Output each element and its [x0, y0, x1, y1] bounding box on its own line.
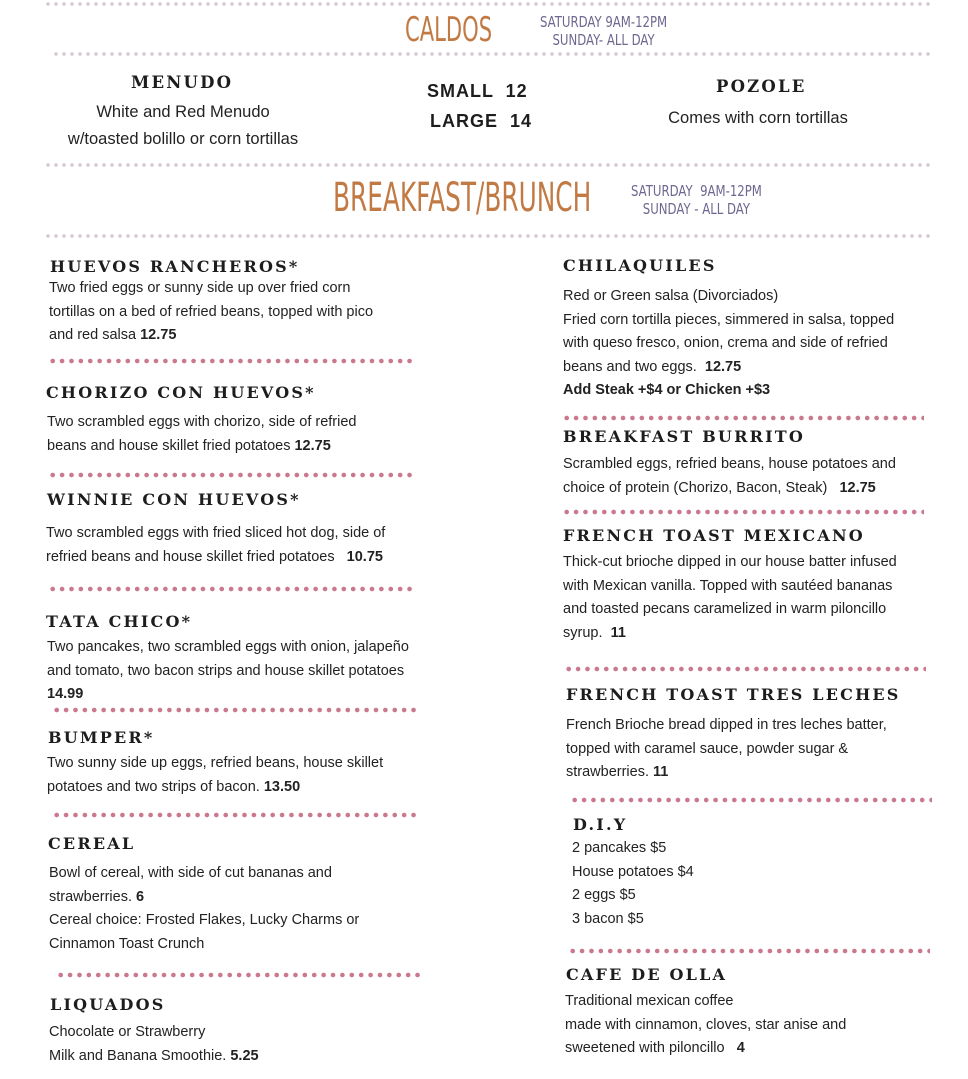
menu-item-price: 14.99 [47, 686, 84, 703]
description-line: Two fried eggs or sunny side up over fried corn [49, 280, 351, 296]
description-line: with queso fresco, onion, crema and side of refried [563, 335, 888, 352]
item-divider [52, 707, 416, 713]
menu-item-title: FRENCH TOAST MEXICANO [563, 526, 865, 545]
menu-item-description [47, 752, 383, 799]
description-line: 3 bacon $5 [572, 910, 644, 927]
menu-item-description [47, 411, 356, 458]
menu-item-title: TATA CHICO* [46, 612, 193, 631]
menu-item-title: D.I.Y [573, 815, 628, 834]
description-line: French Brioche bread dipped in tres leches batter, [566, 717, 887, 733]
description-line: Thick-cut brioche dipped in our house batter infused [563, 554, 897, 570]
description-line: potatoes and two strips of bacon. [47, 778, 260, 795]
menu-item-price: 12.75 [704, 358, 742, 375]
description-line: House potatoes $4 [572, 863, 694, 880]
menu-item-title: WINNIE CON HUEVOS* [47, 490, 301, 509]
menu-item-price: 5.25 [230, 1047, 259, 1064]
description-line: Scrambled eggs, refried beans, house potatoes and [563, 456, 896, 472]
description-line: choice of protein (Chorizo, Bacon, Steak) [563, 479, 828, 496]
menu-item-title: BUMPER* [48, 728, 155, 747]
item-divider [562, 509, 924, 515]
menu-item-description [49, 862, 359, 956]
item-divider [568, 948, 930, 954]
description-line: beans and two eggs. [563, 358, 697, 375]
menu-item-price: 12.75 [140, 327, 177, 344]
description-line: Milk and Banana Smoothie. [49, 1047, 227, 1064]
menu-item-price: 11 [610, 624, 626, 641]
menu-item-description [563, 453, 896, 500]
menu-item-title: CHORIZO CON HUEVOS* [46, 383, 316, 402]
item-divider [564, 666, 926, 672]
caldos-title: CALDOS [405, 10, 493, 50]
size-small: SMALL 12 [427, 81, 528, 101]
item-divider [56, 972, 420, 978]
description-line: beans and house skillet fried potatoes [47, 437, 291, 454]
description-line: syrup. [563, 624, 603, 641]
menu-item-price: 12.75 [294, 437, 331, 454]
menu-item-description [49, 277, 373, 348]
menu-item-price: 10.75 [346, 548, 383, 565]
caldos-hours-line: SUNDAY- ALL DAY [552, 31, 655, 49]
description-line: refried beans and house skillet fried potatoes [46, 548, 335, 565]
description-line: 2 pancakes $5 [572, 840, 667, 856]
description-line: 2 eggs $5 [572, 887, 636, 904]
menu-item-price: 11 [653, 764, 669, 781]
description-line: strawberries. [566, 764, 649, 781]
menu-item-description [49, 1021, 259, 1068]
menu-item-price: 13.50 [263, 778, 301, 795]
breakfast-top-divider [44, 162, 932, 168]
caldos-hours-line: SATURDAY 9AM-12PM [540, 13, 668, 31]
description-line: with Mexican vanilla. Topped with sautéed bananas [563, 577, 893, 594]
top-dotted-divider [44, 1, 932, 7]
breakfast-title: BREAKFAST/BRUNCH [333, 175, 592, 221]
description-line: Traditional mexican coffee [565, 993, 734, 1009]
menu-item-title: CHILAQUILES [563, 256, 717, 275]
menu-item-description [47, 636, 409, 707]
item-divider [562, 415, 924, 421]
item-divider [48, 586, 412, 592]
description-line: Two scrambled eggs with fried sliced hot dog, side of [46, 525, 386, 541]
description-line: tortillas on a bed of refried beans, topped with pico [49, 303, 374, 320]
menu-item-description [572, 837, 694, 931]
description-line: sweetened with piloncillo [565, 1040, 725, 1057]
description-line: Comes with corn tortillas [668, 109, 848, 127]
description-line: Red or Green salsa (Divorciados) [563, 288, 779, 304]
menudo-description [45, 99, 321, 153]
breakfast-bottom-divider [44, 233, 932, 239]
menu-item-price: 12.75 [839, 479, 876, 496]
description-line: made with cinnamon, cloves, star anise and [565, 1016, 847, 1033]
pozole-title: POZOLE [716, 77, 807, 96]
item-divider [52, 812, 416, 818]
menu-item-title: FRENCH TOAST TRES LECHES [566, 685, 901, 704]
menu-item-title: LIQUADOS [50, 995, 166, 1014]
menu-item-price: 6 [136, 888, 145, 905]
menu-item-description [46, 522, 385, 569]
pozole-description [640, 105, 876, 132]
description-line: Two sunny side up eggs, refried beans, house skillet [47, 755, 384, 771]
menu-item-title: CEREAL [48, 834, 136, 853]
menudo-title: MENUDO [131, 73, 234, 92]
description-line: Two scrambled eggs with chorizo, side of refried [47, 414, 357, 430]
description-line: and tomato, two bacon strips and house skillet potatoes [47, 662, 405, 679]
description-line: Bowl of cereal, with side of cut bananas and [49, 865, 332, 881]
description-line: topped with caramel sauce, powder sugar & [566, 740, 849, 757]
description-line: strawberries. [49, 888, 132, 905]
menu-item-description [565, 990, 846, 1061]
menu-item-description [566, 714, 887, 785]
menu-item-price: 4 [736, 1040, 745, 1057]
description-line: and toasted pecans caramelized in warm piloncillo [563, 601, 887, 618]
item-divider [570, 797, 932, 803]
size-large: LARGE 14 [430, 111, 533, 131]
breakfast-hours-line: SUNDAY - ALL DAY [642, 200, 751, 218]
description-line: Fried corn tortilla pieces, simmered in salsa, topped [563, 311, 895, 328]
description-line: Cereal choice: Frosted Flakes, Lucky Charms or [49, 912, 360, 929]
add-on-text: Add Steak +$4 or Chicken +$3 [563, 382, 771, 399]
item-divider [48, 358, 412, 364]
breakfast-hours-line: SATURDAY 9AM-12PM [631, 182, 762, 200]
menu-item-description [563, 285, 894, 403]
description-line: Chocolate or Strawberry [49, 1024, 206, 1040]
description-line: and red salsa [49, 327, 137, 344]
caldos-hours [540, 13, 667, 49]
description-line: Cinnamon Toast Crunch [49, 935, 205, 952]
description-line: Two pancakes, two scrambled eggs with onion, jalapeño [47, 639, 409, 655]
item-divider [48, 472, 412, 478]
breakfast-hours [631, 182, 762, 218]
menu-item-title: HUEVOS RANCHEROS* [50, 257, 300, 276]
menu-item-title: CAFE DE OLLA [566, 965, 728, 984]
menu-item-description [563, 551, 897, 645]
description-line: w/toasted bolillo or corn tortillas [67, 130, 299, 148]
caldos-dotted-divider [52, 51, 932, 57]
description-line: White and Red Menudo [96, 103, 270, 121]
menu-item-title: BREAKFAST BURRITO [563, 427, 806, 446]
